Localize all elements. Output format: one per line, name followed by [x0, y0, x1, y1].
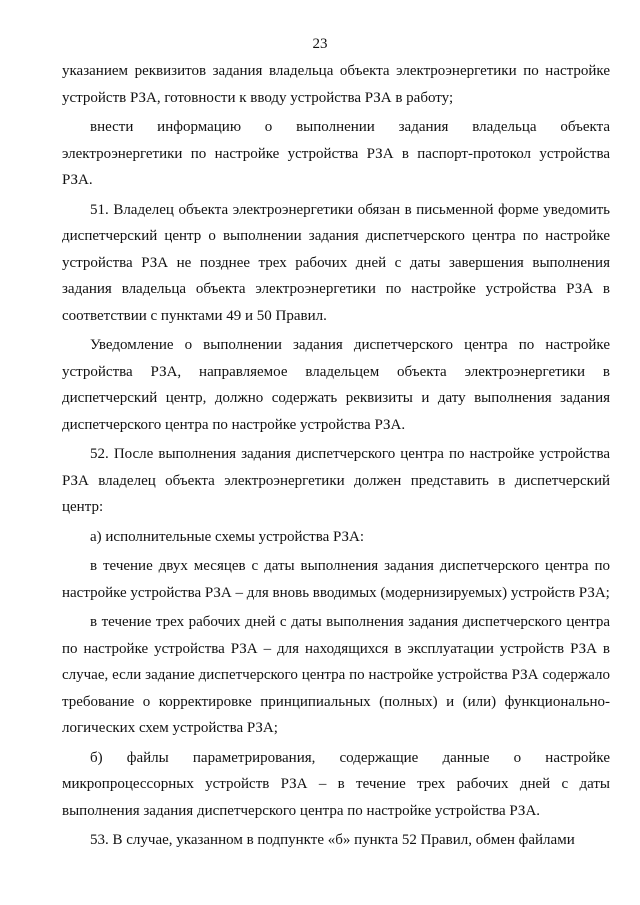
paragraph-clause-51: 51. Владелец объекта электроэнергетики обязан в письменной форме уведомить диспетчерский центр о выполнении задания диспетчерского центра по настройке устройства РЗА не позднее трех рабочих дней с даты завершения выполнения задания владельца объекта электроэнергетики по настройке устройства РЗА в соответствии с пунктами 49 и 50 Правил.: [62, 201, 610, 324]
paragraph-subitem-b: б) файлы параметрирования, содержащие данные о настройке микропроцессорных устройств РЗА – в течение трех рабочих дней с даты выполнения задания диспетчерского центра по настройке устройства РЗА.: [62, 749, 610, 819]
paragraph-clause-53: 53. В случае, указанном в подпункте «б» пункта 52 Правил, обмен файлами: [90, 832, 575, 848]
page-number: 23: [312, 36, 328, 52]
document-body: [62, 58, 610, 857]
paragraph-three-days: в течение трех рабочих дней с даты выполнения задания диспетчерского центра по настройке устройства РЗА – для находящихся в эксплуатации устройств РЗА в случае, если задание диспетчерского центра по настройке устройства РЗА содержало требование о корректировке принципиальных (полных) и (или) функционально-логических схем устройства РЗА;: [62, 614, 610, 736]
paragraph-continuation: указанием реквизитов задания владельца объекта электроэнергетики по настройке устройств РЗА, готовности к вводу устройства РЗА в работу;: [62, 63, 610, 106]
paragraph-notification: Уведомление о выполнении задания диспетчерского центра по настройке устройства РЗА, направляемое владельцем объекта электроэнергетики в диспетчерский центр, должно содержать реквизиты и дату выполнения задания диспетчерского центра по настройке устройства РЗА.: [62, 337, 610, 433]
paragraph-passport-protocol: внести информацию о выполнении задания владельца объекта электроэнергетики по настройке устройства РЗА в паспорт-протокол устройства РЗА.: [62, 119, 610, 188]
paragraph-two-months: в течение двух месяцев с даты выполнения задания диспетчерского центра по настройке устройства РЗА – для вновь вводимых (модернизируемых) устройств РЗА;: [62, 558, 610, 601]
paragraph-clause-52: 52. После выполнения задания диспетчерского центра по настройке устройства РЗА владелец объекта электроэнергетики должен представить в диспетчерский центр:: [62, 446, 610, 515]
paragraph-subitem-a: а) исполнительные схемы устройства РЗА:: [90, 528, 365, 545]
